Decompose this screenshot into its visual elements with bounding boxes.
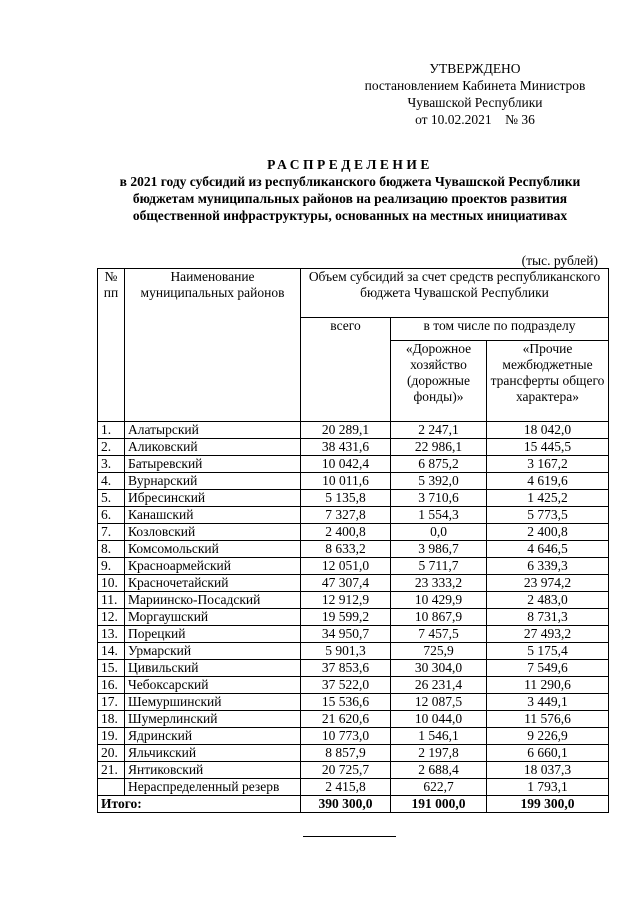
row-other: 27 493,2 bbox=[487, 626, 609, 643]
row-road: 0,0 bbox=[391, 524, 487, 541]
row-num: 17. bbox=[98, 694, 125, 711]
table-row bbox=[98, 745, 609, 762]
row-total: 10 011,6 bbox=[301, 473, 391, 490]
row-road: 30 304,0 bbox=[391, 660, 487, 677]
header-road: «Дорожное хозяйство (дорожные фонды)» bbox=[391, 341, 487, 422]
units-label: (тыс. рублей) bbox=[521, 253, 598, 268]
row-name: Шумерлинский bbox=[125, 711, 301, 728]
row-total: 5 135,8 bbox=[301, 490, 391, 507]
row-road: 3 710,6 bbox=[391, 490, 487, 507]
row-other: 2 483,0 bbox=[487, 592, 609, 609]
row-road: 23 333,2 bbox=[391, 575, 487, 592]
row-other: 6 339,3 bbox=[487, 558, 609, 575]
row-road: 10 044,0 bbox=[391, 711, 487, 728]
table-row bbox=[98, 779, 609, 796]
header-name: Наименование муниципальных районов bbox=[125, 269, 301, 422]
table-row bbox=[98, 575, 609, 592]
header-total: всего bbox=[301, 318, 391, 422]
row-road: 2 247,1 bbox=[391, 422, 487, 439]
row-name: Алатырский bbox=[125, 422, 301, 439]
row-num: 4. bbox=[98, 473, 125, 490]
row-name: Шемуршинский bbox=[125, 694, 301, 711]
row-other: 1 425,2 bbox=[487, 490, 609, 507]
table-row bbox=[98, 524, 609, 541]
title-line-1: в 2021 году субсидий из республиканского бюджета Чувашской Республики bbox=[119, 174, 581, 189]
table-row bbox=[98, 456, 609, 473]
total-other: 199 300,0 bbox=[487, 796, 609, 813]
row-name: Ибресинский bbox=[125, 490, 301, 507]
row-total: 12 912,9 bbox=[301, 592, 391, 609]
approval-title: УТВЕРЖДЕНО bbox=[429, 61, 521, 76]
title-heading: РАСПРЕДЕЛЕНИЕ bbox=[267, 157, 433, 172]
row-name: Козловский bbox=[125, 524, 301, 541]
header-volume: Объем субсидий за счет средств республиканского бюджета Чувашской Республики bbox=[301, 269, 609, 318]
row-road: 7 457,5 bbox=[391, 626, 487, 643]
row-other: 18 042,0 bbox=[487, 422, 609, 439]
table-row bbox=[98, 728, 609, 745]
row-road: 2 197,8 bbox=[391, 745, 487, 762]
row-other: 4 619,6 bbox=[487, 473, 609, 490]
row-road: 26 231,4 bbox=[391, 677, 487, 694]
subsidy-table bbox=[97, 268, 609, 813]
total-row bbox=[98, 796, 609, 813]
row-total: 37 853,6 bbox=[301, 660, 391, 677]
table-row bbox=[98, 609, 609, 626]
row-num: 10. bbox=[98, 575, 125, 592]
row-other: 3 449,1 bbox=[487, 694, 609, 711]
row-num: 16. bbox=[98, 677, 125, 694]
row-name: Аликовский bbox=[125, 439, 301, 456]
row-other: 23 974,2 bbox=[487, 575, 609, 592]
row-road: 2 688,4 bbox=[391, 762, 487, 779]
table-row bbox=[98, 439, 609, 456]
table-row bbox=[98, 558, 609, 575]
row-total: 12 051,0 bbox=[301, 558, 391, 575]
row-other: 8 731,3 bbox=[487, 609, 609, 626]
row-name: Яльчикский bbox=[125, 745, 301, 762]
row-other: 18 037,3 bbox=[487, 762, 609, 779]
table-row bbox=[98, 643, 609, 660]
row-total: 20 725,7 bbox=[301, 762, 391, 779]
row-num: 19. bbox=[98, 728, 125, 745]
row-name: Цивильский bbox=[125, 660, 301, 677]
row-road: 6 875,2 bbox=[391, 456, 487, 473]
row-total: 10 042,4 bbox=[301, 456, 391, 473]
header-other: «Прочие межбюджетные трансферты общего характера» bbox=[487, 341, 609, 422]
table-row bbox=[98, 694, 609, 711]
row-total: 37 522,0 bbox=[301, 677, 391, 694]
table-row bbox=[98, 473, 609, 490]
row-num: 6. bbox=[98, 507, 125, 524]
row-name: Моргаушский bbox=[125, 609, 301, 626]
approval-date-number: от 10.02.2021 № 36 bbox=[415, 112, 535, 127]
row-num: 9. bbox=[98, 558, 125, 575]
row-num: 1. bbox=[98, 422, 125, 439]
row-name: Порецкий bbox=[125, 626, 301, 643]
header-including: в том числе по подразделу bbox=[391, 318, 609, 341]
table-row bbox=[98, 592, 609, 609]
row-road: 1 554,3 bbox=[391, 507, 487, 524]
row-other: 11 576,6 bbox=[487, 711, 609, 728]
row-other: 5 773,5 bbox=[487, 507, 609, 524]
total-total: 390 300,0 bbox=[301, 796, 391, 813]
row-name: Чебоксарский bbox=[125, 677, 301, 694]
row-other: 15 445,5 bbox=[487, 439, 609, 456]
row-road: 622,7 bbox=[391, 779, 487, 796]
row-total: 10 773,0 bbox=[301, 728, 391, 745]
approval-republic: Чувашской Республики bbox=[407, 95, 543, 110]
row-name: Комсомольский bbox=[125, 541, 301, 558]
row-road: 12 087,5 bbox=[391, 694, 487, 711]
row-road: 1 546,1 bbox=[391, 728, 487, 745]
table-row bbox=[98, 490, 609, 507]
row-num: 12. bbox=[98, 609, 125, 626]
table-row bbox=[98, 677, 609, 694]
table-row bbox=[98, 541, 609, 558]
row-total: 2 415,8 bbox=[301, 779, 391, 796]
row-total: 38 431,6 bbox=[301, 439, 391, 456]
row-road: 725,9 bbox=[391, 643, 487, 660]
row-total: 19 599,2 bbox=[301, 609, 391, 626]
row-other: 11 290,6 bbox=[487, 677, 609, 694]
row-name: Канашский bbox=[125, 507, 301, 524]
row-total: 8 633,2 bbox=[301, 541, 391, 558]
total-label: Итого: bbox=[98, 796, 301, 813]
row-other: 2 400,8 bbox=[487, 524, 609, 541]
row-other: 1 793,1 bbox=[487, 779, 609, 796]
row-num: 11. bbox=[98, 592, 125, 609]
table-row bbox=[98, 711, 609, 728]
row-num: 18. bbox=[98, 711, 125, 728]
row-name: Ядринский bbox=[125, 728, 301, 745]
row-total: 47 307,4 bbox=[301, 575, 391, 592]
row-other: 4 646,5 bbox=[487, 541, 609, 558]
approval-resolution: постановлением Кабинета Министров bbox=[364, 78, 586, 93]
row-name: Урмарский bbox=[125, 643, 301, 660]
row-road: 5 711,7 bbox=[391, 558, 487, 575]
row-num: 13. bbox=[98, 626, 125, 643]
signature-line bbox=[303, 836, 396, 837]
title-line-2: бюджетам муниципальных районов на реализацию проектов развития bbox=[132, 191, 568, 206]
row-name: Янтиковский bbox=[125, 762, 301, 779]
row-num: 14. bbox=[98, 643, 125, 660]
row-road: 10 867,9 bbox=[391, 609, 487, 626]
approval-stamp bbox=[340, 60, 610, 128]
row-num: 8. bbox=[98, 541, 125, 558]
table-row bbox=[98, 626, 609, 643]
row-total: 21 620,6 bbox=[301, 711, 391, 728]
row-num: 5. bbox=[98, 490, 125, 507]
row-road: 5 392,0 bbox=[391, 473, 487, 490]
table-row bbox=[98, 422, 609, 439]
row-num: 2. bbox=[98, 439, 125, 456]
row-name: Мариинско-Посадский bbox=[125, 592, 301, 609]
row-other: 9 226,9 bbox=[487, 728, 609, 745]
row-other: 3 167,2 bbox=[487, 456, 609, 473]
row-other: 5 175,4 bbox=[487, 643, 609, 660]
row-num: 15. bbox=[98, 660, 125, 677]
row-other: 7 549,6 bbox=[487, 660, 609, 677]
row-num: 7. bbox=[98, 524, 125, 541]
header-num: № пп bbox=[98, 269, 125, 422]
row-name: Вурнарский bbox=[125, 473, 301, 490]
row-road: 3 986,7 bbox=[391, 541, 487, 558]
row-road: 10 429,9 bbox=[391, 592, 487, 609]
row-name: Батыревский bbox=[125, 456, 301, 473]
row-total: 2 400,8 bbox=[301, 524, 391, 541]
row-total: 7 327,8 bbox=[301, 507, 391, 524]
row-name: Красночетайский bbox=[125, 575, 301, 592]
row-total: 34 950,7 bbox=[301, 626, 391, 643]
row-total: 15 536,6 bbox=[301, 694, 391, 711]
table-row bbox=[98, 660, 609, 677]
row-road: 22 986,1 bbox=[391, 439, 487, 456]
total-road: 191 000,0 bbox=[391, 796, 487, 813]
row-total: 20 289,1 bbox=[301, 422, 391, 439]
document-title bbox=[60, 156, 640, 224]
table-row bbox=[98, 507, 609, 524]
row-total: 5 901,3 bbox=[301, 643, 391, 660]
row-other: 6 660,1 bbox=[487, 745, 609, 762]
row-num: 21. bbox=[98, 762, 125, 779]
row-total: 8 857,9 bbox=[301, 745, 391, 762]
row-name: Нераспределенный резерв bbox=[125, 779, 301, 796]
row-num: 3. bbox=[98, 456, 125, 473]
table-row bbox=[98, 762, 609, 779]
row-num bbox=[98, 779, 125, 796]
title-line-3: общественной инфраструктуры, основанных на местных инициативах bbox=[132, 208, 568, 223]
row-num: 20. bbox=[98, 745, 125, 762]
row-name: Красноармейский bbox=[125, 558, 301, 575]
